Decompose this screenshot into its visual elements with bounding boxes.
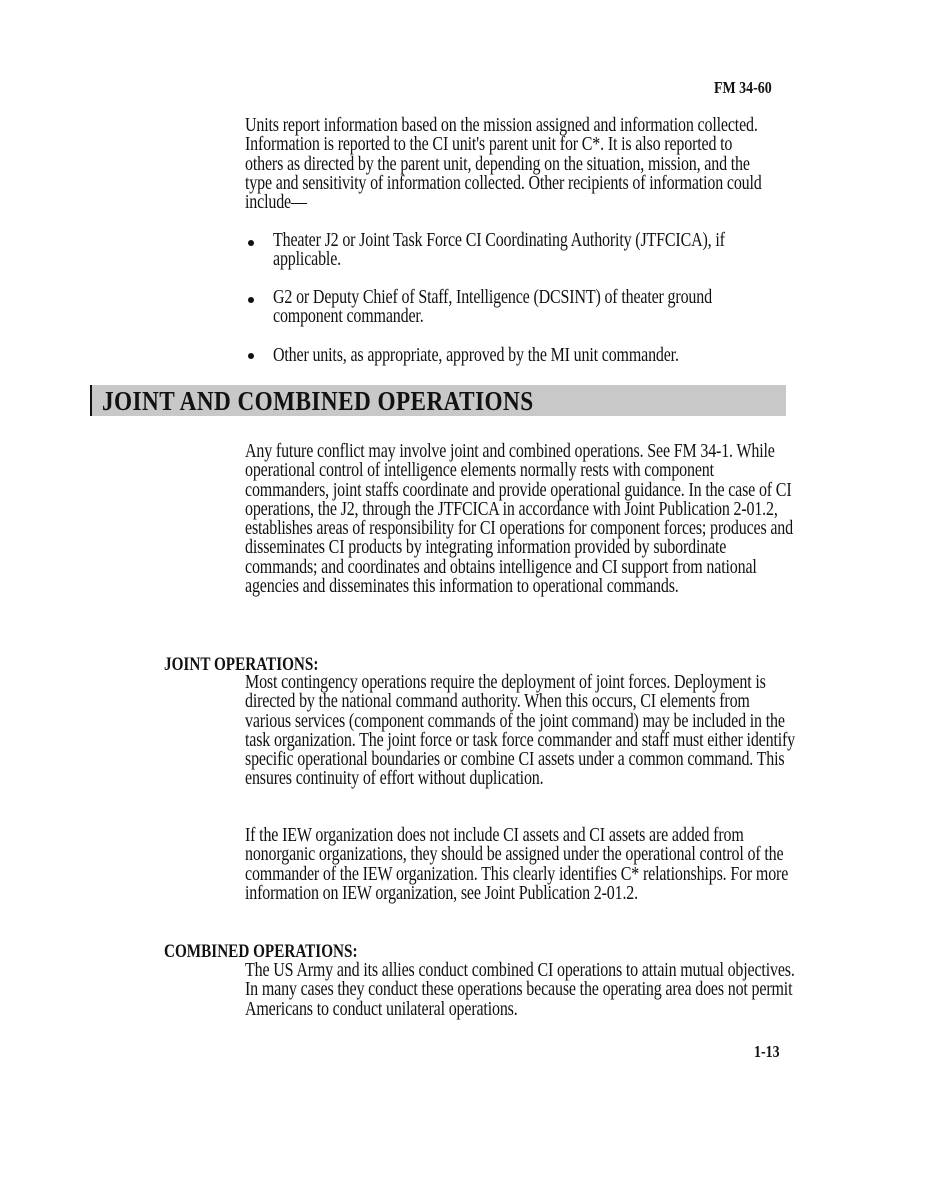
list-item-text: Theater J2 or Joint Task Force CI Coordinating Authority (JTFCICA), if applicable. bbox=[273, 229, 725, 271]
section-title: JOINT AND COMBINED OPERATIONS bbox=[102, 386, 534, 416]
bullet-icon bbox=[248, 297, 254, 303]
combined-operations-heading: COMBINED OPERATIONS: bbox=[164, 941, 358, 962]
page-number: 1-13 bbox=[754, 1042, 780, 1061]
joint-operations-paragraph-1: Most contingency operations require the deployment of joint forces. Deployment is directed by the national command authority. When this occurs, CI elements from various services (component commands of the joint command) may be included in the task organization. The joint force or task force commander and staff must either identify specific operational boundaries or combine CI assets under a common command. This ensures continuity of effort without duplication. bbox=[245, 671, 796, 790]
bullet-icon bbox=[248, 240, 254, 246]
list-item-text: Other units, as appropriate, approved by the MI unit commander. bbox=[273, 344, 679, 366]
intro-paragraph: Units report information based on the mission assigned and information collected. Information is reported to the CI unit's parent unit for C*. It is also reported to others as directed by the parent unit, depending on the situation, mission, and the type and sensitivity of information collected. Other recipients of information could include— bbox=[245, 114, 762, 214]
list-item-text: G2 or Deputy Chief of Staff, Intelligence (DCSINT) of theater ground component commander. bbox=[273, 286, 712, 328]
page-header-doc-id: FM 34-60 bbox=[714, 78, 772, 97]
joint-operations-heading: JOINT OPERATIONS: bbox=[164, 654, 319, 675]
joint-operations-paragraph-2: If the IEW organization does not include CI assets and CI assets are added from nonorganic organizations, they should be assigned under the operational control of the commander of the IEW organization. This clearly identifies C* relationships. For more information on IEW organization, see Joint Publication 2-01.2. bbox=[245, 824, 789, 904]
section-intro-paragraph: Any future conflict may involve joint and combined operations. See FM 34-1. While operational control of intelligence elements normally rests with component commanders, joint staffs coordinate and provide operational guidance. In the case of CI operations, the J2, through the JTFCICA in accordance with Joint Publication 2-01.2, establishes areas of responsibility for CI operations for component forces; produces and disseminates CI products by integrating information provided by subordinate commands; and coordinates and obtains intelligence and CI support from national agencies and disseminates this information to operational commands. bbox=[245, 440, 793, 598]
combined-operations-paragraph: The US Army and its allies conduct combined CI operations to attain mutual objectives. In many cases they conduct these operations because the operating area does not permit Americans to conduct unilateral operations. bbox=[245, 959, 795, 1020]
section-heading-bar bbox=[90, 385, 786, 416]
bullet-icon bbox=[248, 353, 254, 359]
